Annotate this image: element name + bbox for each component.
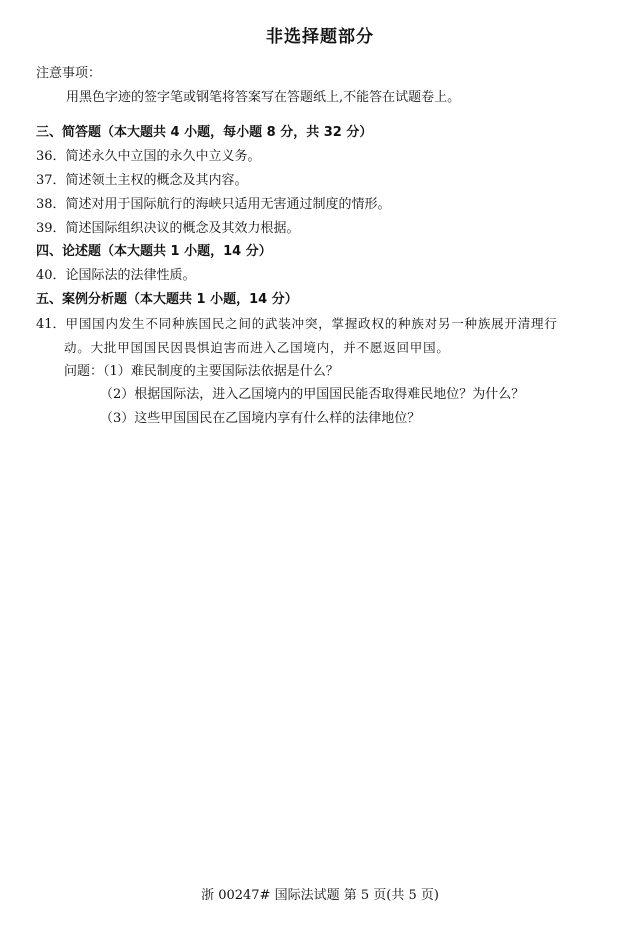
question-number: 41． xyxy=(36,317,66,332)
question-text: 论国际法的法律性质。 xyxy=(65,268,196,283)
question-item xyxy=(36,268,196,284)
question-number: 36． xyxy=(36,149,66,164)
case-text-line-2: 动。大批甲国国民因畏惧迫害而进入乙国境内，并不愿返回甲国。 xyxy=(64,340,450,355)
case-sub-question xyxy=(64,364,339,380)
question-text: 简述对用于国际航行的海峡只适用无害通过制度的情形。 xyxy=(65,197,391,212)
case-sub-question xyxy=(100,411,420,427)
question-item xyxy=(36,197,391,213)
question-number: 38． xyxy=(36,197,66,212)
page-footer: 浙 00247# 国际法试题 第 5 页(共 5 页) xyxy=(201,888,439,903)
sub-question-text: （1）难民制度的主要国际法依据是什么？ xyxy=(103,364,339,379)
question-text: 简述领土主权的概念及其内容。 xyxy=(65,173,248,188)
question-number: 40． xyxy=(36,268,66,283)
notice-heading: 注意事项： xyxy=(36,66,102,81)
sub-question-text: （3）这些甲国国民在乙国境内享有什么样的法律地位？ xyxy=(100,411,421,426)
case-text-line-1: 甲国国内发生不同种族国民之间的武装冲突，掌握政权的种族对另一种族展开清理行 xyxy=(65,316,558,331)
sub-question-text: （2）根据国际法，进入乙国境内的甲国国民能否取得难民地位？为什么？ xyxy=(100,387,525,402)
question-item xyxy=(36,149,261,165)
case-question xyxy=(36,316,558,333)
section-5-heading: 五、案例分析题（本大题共 1 小题，14 分） xyxy=(36,292,298,307)
question-item xyxy=(36,221,300,237)
question-number: 37． xyxy=(36,173,66,188)
question-number: 39． xyxy=(36,221,66,236)
question-item xyxy=(36,173,248,189)
page-title: 非选择题部分 xyxy=(266,27,374,47)
question-text: 简述永久中立国的永久中立义务。 xyxy=(65,149,261,164)
case-sub-question xyxy=(100,387,524,403)
section-3-heading: 三、简答题（本大题共 4 小题，每小题 8 分，共 32 分） xyxy=(36,125,373,140)
question-prompt-label: 问题： xyxy=(64,364,104,379)
notice-text: 用黑色字迹的签字笔或钢笔将答案写在答题纸上,不能答在试题卷上。 xyxy=(66,90,461,105)
section-4-heading: 四、论述题（本大题共 1 小题，14 分） xyxy=(36,244,272,259)
question-text: 简述国际组织决议的概念及其效力根据。 xyxy=(65,221,300,236)
